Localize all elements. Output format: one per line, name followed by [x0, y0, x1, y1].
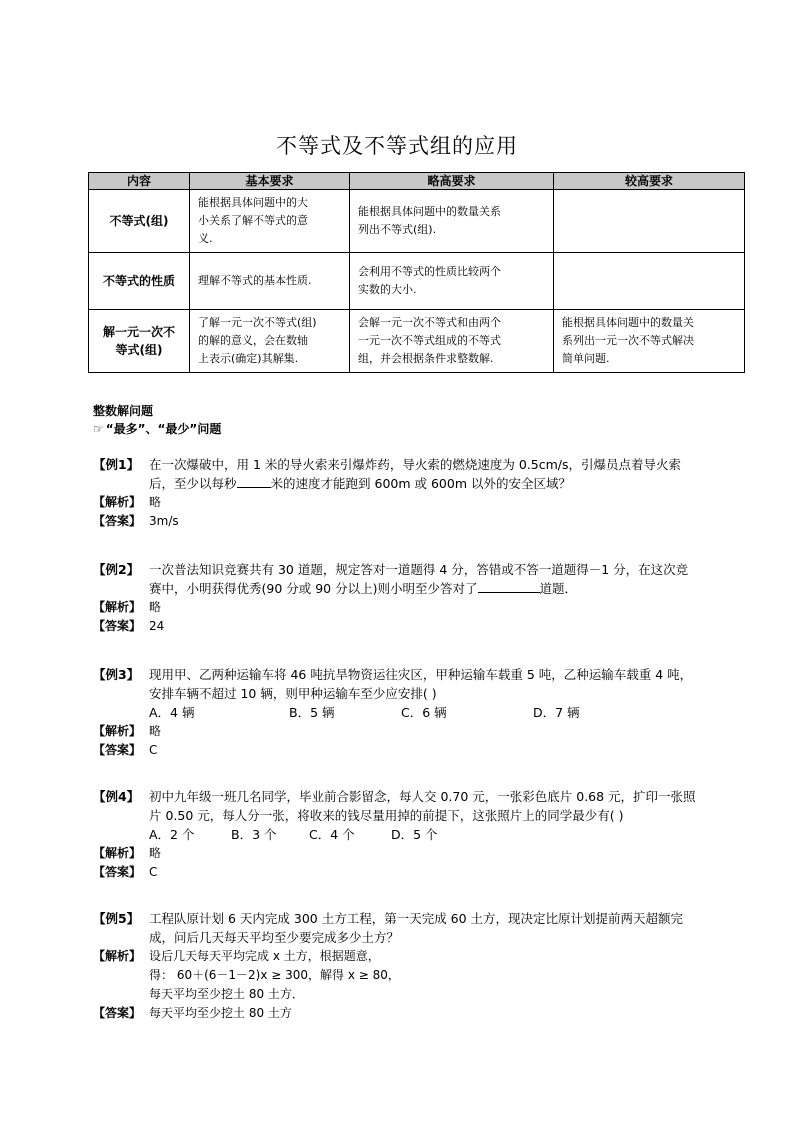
- answer-text: 每天平均至少挖土 80 土方: [149, 1006, 292, 1020]
- option-d: D．7 辆: [533, 705, 580, 720]
- example-2: [93, 560, 748, 636]
- cell-line: 上表示(确定)其解集.: [198, 352, 299, 365]
- answer-label: 【答案】: [93, 743, 142, 757]
- requirements-table: [88, 172, 745, 373]
- options-line: [149, 825, 438, 844]
- question-line: [149, 474, 571, 493]
- analysis-text: 略: [149, 846, 162, 860]
- analysis-text: 略: [149, 724, 162, 738]
- question-line: [149, 579, 577, 598]
- cell-line: 组，并会根据条件求整数解.: [358, 352, 494, 365]
- cell-line: 的解的意义，会在数轴: [198, 334, 308, 347]
- analysis-line: 得： 60＋(6－1－2)x ≥ 300，解得 x ≥ 80，: [149, 968, 400, 982]
- table-header-cell: 内容: [89, 173, 190, 190]
- question-text: 赛中，小明获得优秀(90 分或 90 分以上)则小明至少答对了: [149, 581, 478, 596]
- cell-line: 能根据具体问题中的数量关系: [358, 205, 501, 218]
- example-1: [93, 455, 748, 531]
- question-text: 米的速度才能跑到 600m 或 600m 以外的安全区域？: [270, 476, 571, 491]
- subsection-text: “最多”、“最少”问题: [105, 422, 222, 436]
- answer-label: 【答案】: [93, 1006, 142, 1020]
- higher-requirement-cell: [350, 310, 554, 373]
- cell-line: 实数的大小.: [358, 283, 417, 296]
- answer-label: 【答案】: [93, 619, 142, 633]
- analysis-text: 略: [149, 495, 162, 509]
- answer-blank: [237, 474, 271, 488]
- option-c: C．4 个: [309, 827, 355, 842]
- cell-line: 理解不等式的基本性质.: [198, 274, 312, 287]
- example-4: [93, 787, 748, 882]
- option-b: B．5 辆: [289, 705, 335, 720]
- pointing-hand-icon: ☞: [93, 422, 104, 436]
- answer-text: C: [149, 865, 158, 879]
- basic-requirement-cell: [190, 190, 350, 253]
- option-b: B．3 个: [231, 827, 277, 842]
- row-heading-line: 等式(组): [115, 343, 163, 357]
- answer-blank: [478, 579, 540, 593]
- table-header-cell: 较高要求: [554, 173, 745, 190]
- subsection-heading: [93, 420, 221, 437]
- cell-line: 简单问题.: [562, 352, 610, 365]
- row-heading: 不等式的性质: [89, 253, 190, 310]
- cell-line: 小关系了解不等式的意: [198, 214, 308, 227]
- answer-label: 【答案】: [93, 865, 142, 879]
- highest-requirement-cell: [554, 310, 745, 373]
- section-heading: 整数解问题: [93, 404, 154, 418]
- row-heading: [89, 310, 190, 373]
- analysis-line: 设后几天每天平均完成 x 土方，根据题意，: [149, 949, 380, 963]
- example-label: 【例2】: [93, 562, 140, 577]
- analysis-line: 每天平均至少挖土 80 土方．: [149, 987, 304, 1001]
- analysis-text: 略: [149, 600, 162, 614]
- question-line: 成，问后几天每天平均至少要完成多少土方？: [149, 930, 400, 945]
- table-row: [89, 310, 745, 373]
- higher-requirement-cell: [350, 190, 554, 253]
- question-line: 在一次爆破中，用 1 米的导火索来引爆炸药，导火索的燃烧速度为 0.5cm/s，引爆员点着导火索: [149, 457, 682, 472]
- example-label: 【例3】: [93, 667, 140, 682]
- example-label: 【例5】: [93, 911, 140, 926]
- option-c: C．6 辆: [401, 705, 447, 720]
- question-text: 后，至少以每秒: [149, 476, 237, 491]
- option-a: A．2 个: [149, 827, 195, 842]
- analysis-label: 【解析】: [93, 949, 142, 963]
- question-text: 道题．: [539, 581, 578, 596]
- table-header-cell: 基本要求: [190, 173, 350, 190]
- highest-requirement-cell: [554, 190, 745, 253]
- question-line: 工程队原计划 6 天内完成 300 土方工程，第一天完成 60 土方，现决定比原计划提前两天超额完: [149, 911, 684, 926]
- answer-text: C: [149, 743, 158, 757]
- cell-line: 一元一次不等式组成的不等式: [358, 334, 501, 347]
- table-row: [89, 253, 745, 310]
- higher-requirement-cell: [350, 253, 554, 310]
- table-row: [89, 190, 745, 253]
- table-header-row: [89, 173, 745, 190]
- answer-text: 24: [149, 619, 165, 633]
- example-label: 【例1】: [93, 457, 140, 472]
- cell-line: 列出不等式(组).: [358, 223, 437, 236]
- basic-requirement-cell: [190, 253, 350, 310]
- cell-line: 义.: [198, 232, 213, 245]
- question-line: 一次普法知识竞赛共有 30 道题，规定答对一道题得 4 分，答错或不答一道题得－1 分，在这次竞: [149, 562, 689, 577]
- cell-line: 会解一元一次不等式和由两个: [358, 316, 501, 329]
- options-line: [149, 703, 580, 722]
- analysis-label: 【解析】: [93, 724, 142, 738]
- question-line: 安排车辆不超过 10 辆，则甲种运输车至少应安排( ): [149, 686, 437, 701]
- question-line: 现用甲、乙两种运输车将 46 吨抗旱物资运往灾区，甲种运输车载重 5 吨，乙种运输车载重 4 吨，: [149, 667, 693, 682]
- cell-line: 能根据具体问题中的数量关: [562, 316, 694, 329]
- answer-label: 【答案】: [93, 514, 142, 528]
- answer-text: 3m/s: [149, 514, 179, 528]
- question-line: 初中九年级一班几名同学，毕业前合影留念，每人交 0.70 元，一张彩色底片 0.68 元，扩印一张照: [149, 789, 696, 804]
- highest-requirement-cell: [554, 253, 745, 310]
- analysis-label: 【解析】: [93, 495, 142, 509]
- cell-line: 系列出一元一次不等式解决: [562, 334, 694, 347]
- option-a: A．4 辆: [149, 705, 195, 720]
- cell-line: 了解一元一次不等式(组): [198, 316, 317, 329]
- analysis-label: 【解析】: [93, 600, 142, 614]
- row-heading-line: 解一元一次不: [102, 325, 175, 339]
- example-label: 【例4】: [93, 789, 140, 804]
- analysis-label: 【解析】: [93, 846, 142, 860]
- option-d: D．5 个: [391, 827, 438, 842]
- table-header-cell: 略高要求: [350, 173, 554, 190]
- page-title: 不等式及不等式组的应用: [276, 134, 518, 158]
- example-3: [93, 665, 748, 760]
- row-heading: 不等式(组): [89, 190, 190, 253]
- cell-line: 会利用不等式的性质比较两个: [358, 265, 501, 278]
- question-line: 片 0.50 元，每人分一张，将收来的钱尽量用掉的前提下，这张照片上的同学最少有( ): [149, 808, 624, 823]
- cell-line: 能根据具体问题中的大: [198, 196, 308, 209]
- example-5: [93, 909, 748, 1023]
- basic-requirement-cell: [190, 310, 350, 373]
